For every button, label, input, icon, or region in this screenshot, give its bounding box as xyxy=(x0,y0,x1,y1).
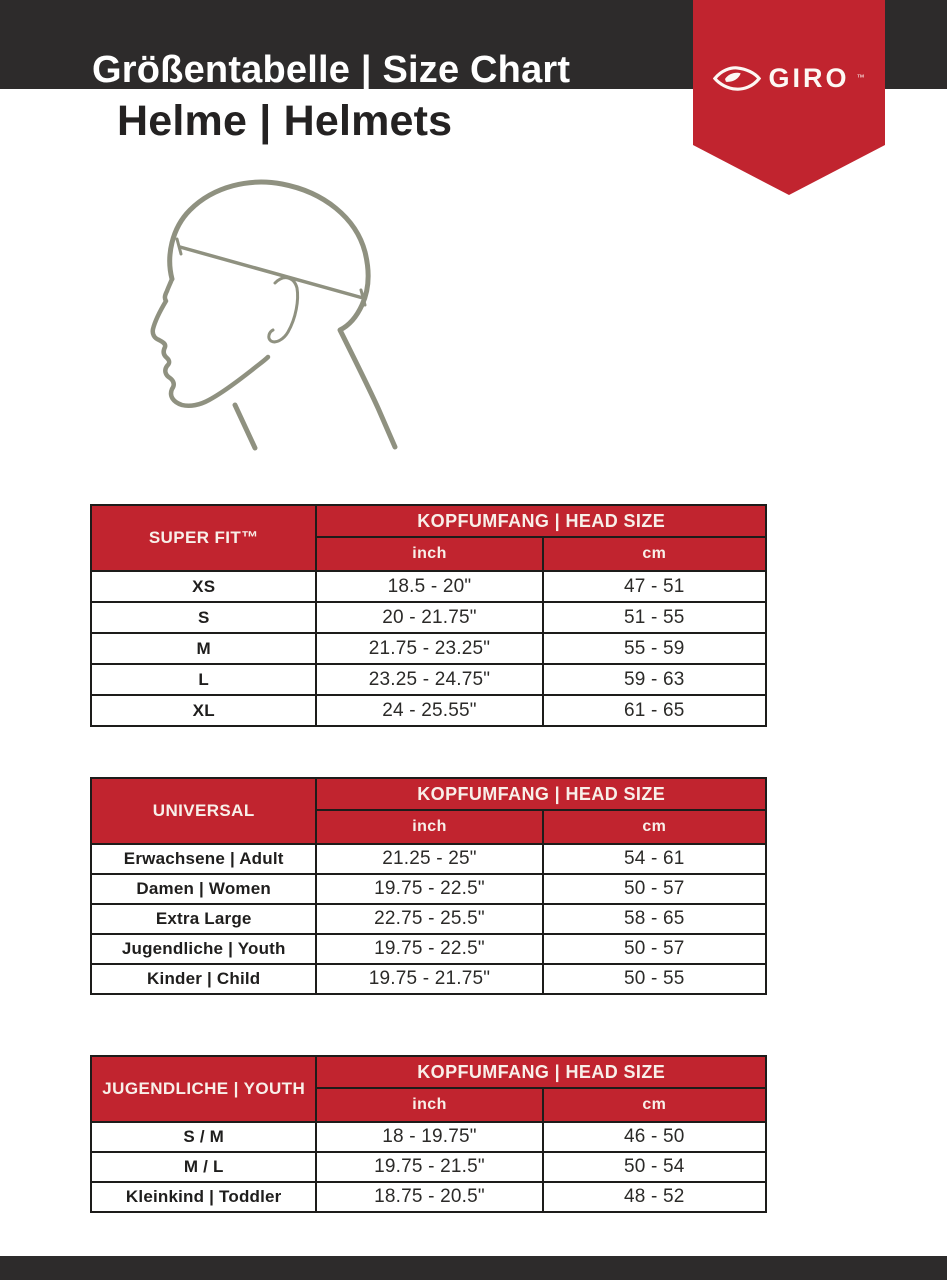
cm-value-cell: 59 - 63 xyxy=(543,664,766,695)
inch-value-cell: 20 - 21.75" xyxy=(316,602,542,633)
size-label-cell: XL xyxy=(91,695,316,726)
table-header-row xyxy=(91,778,766,810)
size-label-cell: Kinder | Child xyxy=(91,964,316,994)
footer-bar xyxy=(0,1256,947,1280)
table-row xyxy=(91,904,766,934)
cm-value-cell: 47 - 51 xyxy=(543,571,766,602)
table-row xyxy=(91,695,766,726)
inch-value-cell: 22.75 - 25.5" xyxy=(316,904,542,934)
size-label-cell: Extra Large xyxy=(91,904,316,934)
size-label-cell: M xyxy=(91,633,316,664)
size-label-cell: L xyxy=(91,664,316,695)
universal-table xyxy=(90,777,767,995)
cm-value-cell: 54 - 61 xyxy=(543,844,766,874)
inch-value-cell: 18.75 - 20.5" xyxy=(316,1182,542,1212)
cm-value-cell: 50 - 55 xyxy=(543,964,766,994)
youth-table xyxy=(90,1055,767,1213)
inch-header-cell: inch xyxy=(316,810,542,844)
inch-value-cell: 18 - 19.75" xyxy=(316,1122,542,1152)
table-header-row xyxy=(91,505,766,537)
inch-value-cell: 19.75 - 22.5" xyxy=(316,874,542,904)
table-row xyxy=(91,874,766,904)
table-row xyxy=(91,1182,766,1212)
giro-eye-icon xyxy=(713,66,761,91)
inch-value-cell: 24 - 25.55" xyxy=(316,695,542,726)
table-row xyxy=(91,664,766,695)
table-header-row xyxy=(91,1056,766,1088)
cm-value-cell: 50 - 57 xyxy=(543,874,766,904)
size-label-cell: Damen | Women xyxy=(91,874,316,904)
table-row xyxy=(91,1122,766,1152)
cm-value-cell: 48 - 52 xyxy=(543,1182,766,1212)
inch-header-cell: inch xyxy=(316,1088,542,1122)
giro-trademark: ™ xyxy=(856,73,865,82)
head-size-header-cell: KOPFUMFANG | HEAD SIZE xyxy=(316,505,766,537)
inch-value-cell: 19.75 - 21.75" xyxy=(316,964,542,994)
table-row xyxy=(91,602,766,633)
table-row xyxy=(91,571,766,602)
head-size-header-cell: KOPFUMFANG | HEAD SIZE xyxy=(316,778,766,810)
inch-value-cell: 21.25 - 25" xyxy=(316,844,542,874)
brand-ribbon xyxy=(693,0,885,196)
table-row xyxy=(91,844,766,874)
table-category-cell: SUPER FIT™ xyxy=(91,505,316,571)
page-subtitle: Helme | Helmets xyxy=(117,97,453,145)
cm-header-cell: cm xyxy=(543,537,766,571)
cm-value-cell: 55 - 59 xyxy=(543,633,766,664)
table-category-cell: JUGENDLICHE | YOUTH xyxy=(91,1056,316,1122)
cm-value-cell: 46 - 50 xyxy=(543,1122,766,1152)
inch-value-cell: 23.25 - 24.75" xyxy=(316,664,542,695)
inch-value-cell: 18.5 - 20" xyxy=(316,571,542,602)
size-label-cell: M / L xyxy=(91,1152,316,1182)
inch-value-cell: 21.75 - 23.25" xyxy=(316,633,542,664)
size-label-cell: XS xyxy=(91,571,316,602)
inch-value-cell: 19.75 - 21.5" xyxy=(316,1152,542,1182)
ribbon-shape xyxy=(693,0,885,196)
table-row xyxy=(91,934,766,964)
table-category-cell: UNIVERSAL xyxy=(91,778,316,844)
head-size-header-cell: KOPFUMFANG | HEAD SIZE xyxy=(316,1056,766,1088)
cm-header-cell: cm xyxy=(543,1088,766,1122)
cm-value-cell: 61 - 65 xyxy=(543,695,766,726)
table-row xyxy=(91,633,766,664)
size-label-cell: Erwachsene | Adult xyxy=(91,844,316,874)
size-label-cell: Kleinkind | Toddler xyxy=(91,1182,316,1212)
inch-header-cell: inch xyxy=(316,537,542,571)
page-title: Größentabelle | Size Chart xyxy=(92,49,571,91)
giro-wordmark: GIRO xyxy=(768,63,850,93)
table-row xyxy=(91,1152,766,1182)
size-label-cell: Jugendliche | Youth xyxy=(91,934,316,964)
cm-value-cell: 51 - 55 xyxy=(543,602,766,633)
inch-value-cell: 19.75 - 22.5" xyxy=(316,934,542,964)
cm-header-cell: cm xyxy=(543,810,766,844)
size-label-cell: S / M xyxy=(91,1122,316,1152)
giro-logo xyxy=(693,60,885,96)
table-row xyxy=(91,964,766,994)
cm-value-cell: 50 - 54 xyxy=(543,1152,766,1182)
super-fit-table xyxy=(90,504,767,727)
head-profile-illustration xyxy=(128,178,488,508)
cm-value-cell: 58 - 65 xyxy=(543,904,766,934)
size-label-cell: S xyxy=(91,602,316,633)
cm-value-cell: 50 - 57 xyxy=(543,934,766,964)
